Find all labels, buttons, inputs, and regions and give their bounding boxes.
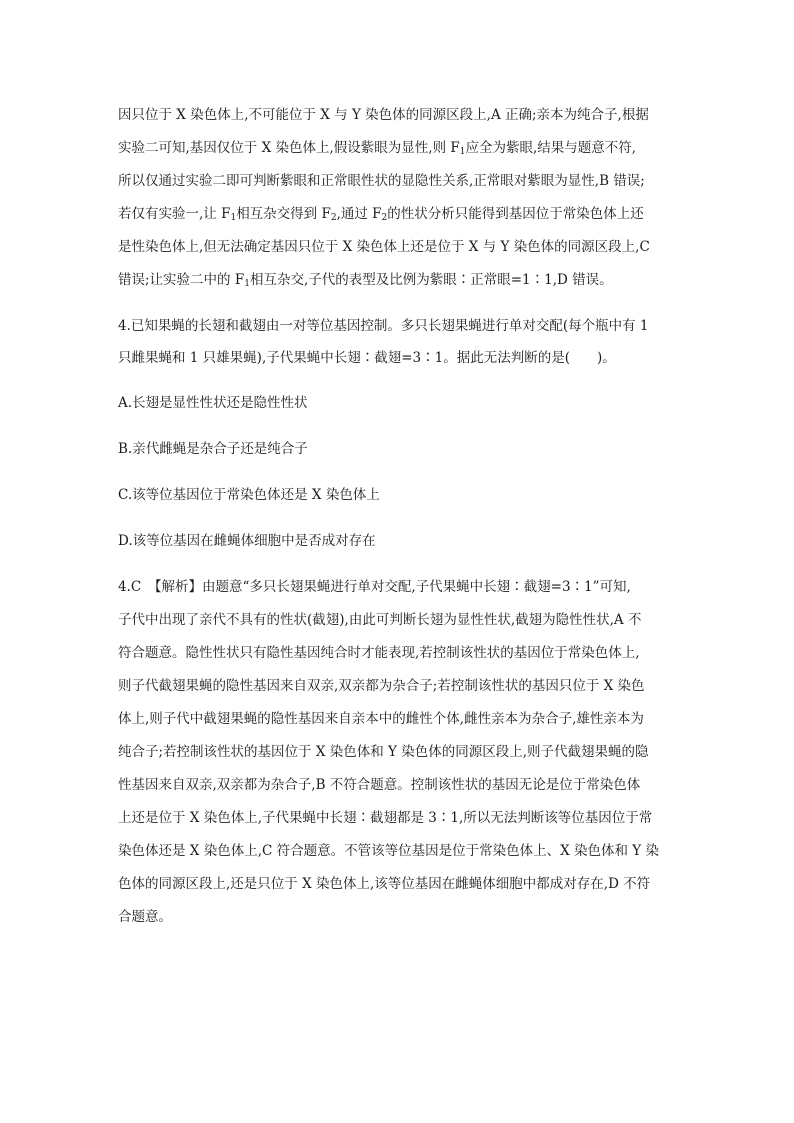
answer-line: 4.C 【解析】由题意“多只长翅果蝇进行单对交配,子代果蝇中长翅∶截翅=3∶1”可知, (118, 579, 631, 595)
subscript: 1 (244, 279, 250, 289)
text-line (118, 139, 678, 157)
text-span: 应全为紫眼,结果与题意不符, (465, 140, 637, 156)
text-span: 实验二可知,基因仅位于 X 染色体上,假设紫眼为显性,则 F (118, 140, 460, 156)
answer-line: 染色体还是 X 染色体上,C 符合题意。不管该等位基因是位于常染色体上、X 染色体和 Y 染 (118, 843, 660, 859)
text-line: 是性染色体上,但无法确定基因只位于 X 染色体上还是位于 X 与 Y 染色体的同源区段上,C (118, 239, 650, 255)
subscript: 2 (330, 213, 337, 223)
subscript: 2 (381, 213, 388, 223)
text-line: 因只位于 X 染色体上,不可能位于 X 与 Y 染色体的同源区段上,A 正确;亲本为纯合子,根据 (118, 107, 649, 123)
question-line: 只雌果蝇和 1 只雄果蝇),子代果蝇中长翅∶截翅=3∶1。据此无法判断的是( )。 (118, 350, 616, 366)
text-line: 所以仅通过实验二即可判断紫眼和正常眼性状的显隐性关系,正常眼对紫眼为显性,B 错误; (118, 173, 645, 189)
subscript: 1 (230, 213, 237, 223)
text-line (118, 271, 678, 289)
text-span: 若仅有实验一,让 F (118, 206, 231, 222)
option-d: D.该等位基因在雌蝇体细胞中是否成对存在 (118, 533, 376, 549)
answer-line: 纯合子;若控制该性状的基因位于 X 染色体和 Y 染色体的同源区段上,则子代截翅果蝇的隐 (118, 744, 649, 760)
option-b: B.亲代雌蝇是杂合子还是纯合子 (118, 441, 308, 457)
subscript: 1 (459, 147, 466, 157)
text-span: 相互杂交,子代的表型及比例为紫眼∶正常眼=1∶1,D 错误。 (249, 272, 613, 288)
answer-line: 符合题意。隐性性状只有隐性基因纯合时才能表现,若控制该性状的基因位于常染色体上, (118, 645, 640, 661)
answer-line: 合题意。 (118, 909, 172, 925)
answer-line: 上还是位于 X 染色体上,子代果蝇中长翅∶截翅都是 3∶1,所以无法判断该等位基因位于常 (118, 810, 653, 826)
text-span: 的性状分析只能得到基因位于常染色体上还 (387, 206, 644, 222)
text-span: ,通过 F (336, 206, 382, 222)
text-span: 相互杂交得到 F (236, 206, 331, 222)
text-span: 错误;让实验二中的 F (118, 272, 245, 288)
text-line (118, 205, 678, 223)
option-c: C.该等位基因位于常染色体还是 X 染色体上 (118, 487, 380, 503)
answer-line: 则子代截翅果蝇的隐性基因来自双亲,双亲都为杂合子;若控制该性状的基因只位于 X 染色 (118, 678, 645, 694)
answer-line: 子代中出现了亲代不具有的性状(截翅),由此可判断长翅为显性性状,截翅为隐性性状,A 不 (118, 612, 642, 628)
answer-line: 色体的同源区段上,还是只位于 X 染色体上,该等位基因在雌蝇体细胞中都成对存在,D 不符 (118, 876, 651, 892)
option-a: A.长翅是显性性状还是隐性性状 (118, 395, 308, 411)
answer-line: 体上,则子代中截翅果蝇的隐性基因来自亲本中的雌性个体,雌性亲本为杂合子,雄性亲本为 (118, 711, 644, 727)
question-line: 4.已知果蝇的长翅和截翅由一对等位基因控制。多只长翅果蝇进行单对交配(每个瓶中有 1 (118, 318, 649, 334)
answer-line: 性基因来自双亲,双亲都为杂合子,B 不符合题意。控制该性状的基因无论是位于常染色体 (118, 777, 641, 793)
